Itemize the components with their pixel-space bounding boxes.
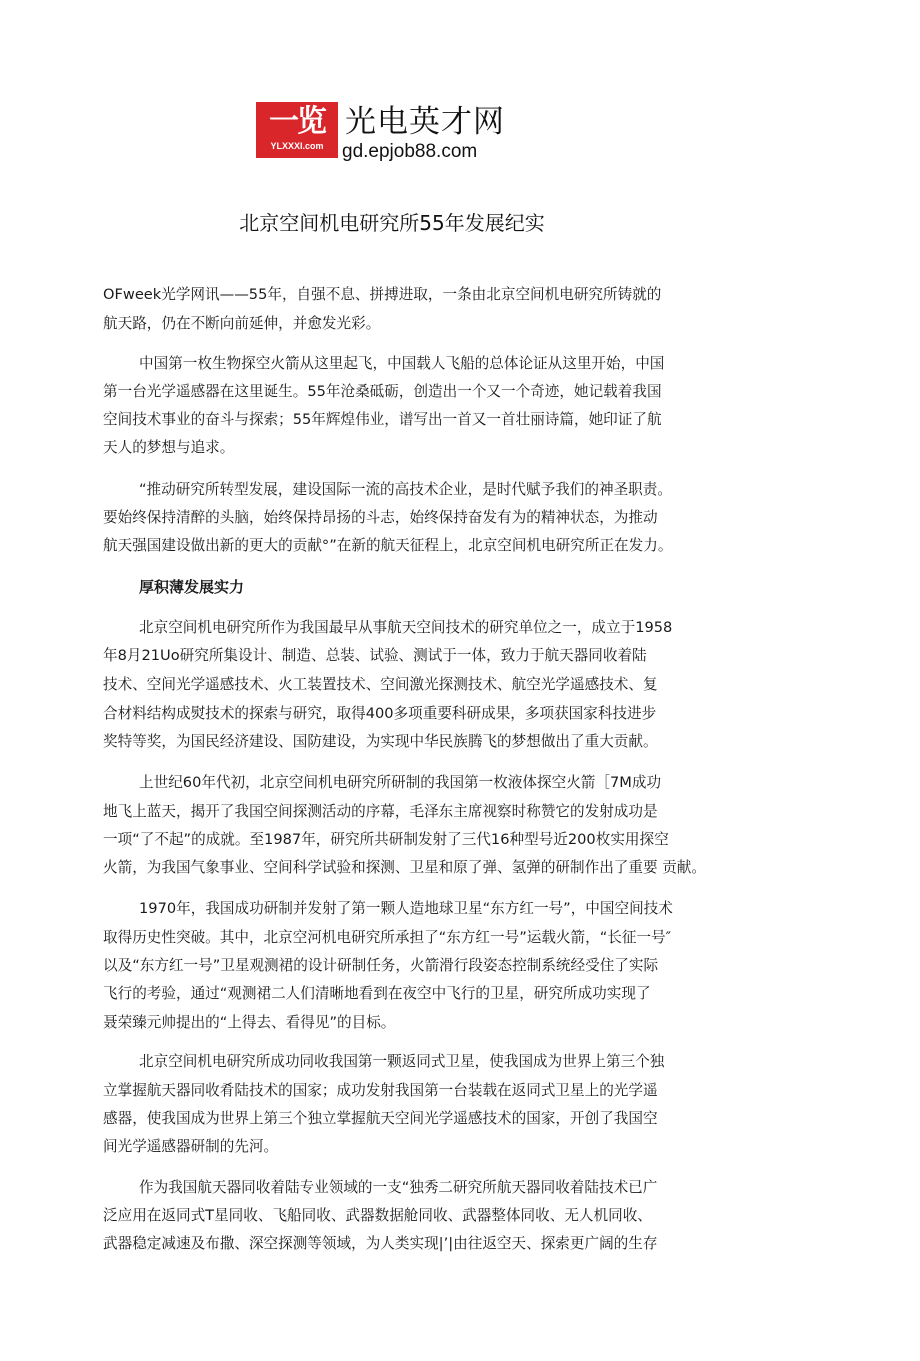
text-line: 作为我国航天器同收着陆专业领域的一支“独秀二研究所航天器同收着陆技术已广 xyxy=(139,1179,658,1196)
text-line: 北京空间机电研究所作为我国最早从事航天空间技术的研究单位之一，成立于1958 xyxy=(139,619,673,636)
section-heading: 厚积薄发展实力 xyxy=(139,578,245,596)
logo-main-text: 一览 xyxy=(269,104,325,139)
site-logo xyxy=(256,102,338,158)
text-line: 空间技术事业的奋斗与探索；55年辉煌伟业，谱写出一首又一首壮丽诗篇，她印证了航 xyxy=(103,411,662,428)
text-line: 立掌握航天器同收肴陆技术的国家；成功发射我国第一台装载在返同式卫星上的光学遥 xyxy=(103,1082,658,1099)
text-line: 技术、空间光学遥感技术、火工装置技术、空间激光探测技术、航空光学遥感技术、复 xyxy=(103,676,658,693)
text-line: 以及“东方红一号”卫星观测裙的设计研制任务，火箭滑行段姿态控制系统经受住了实际 xyxy=(103,957,659,974)
text-line: “推动研究所转型发展，建设国际一流的高技术企业，是时代赋予我们的神圣职责。 xyxy=(139,481,672,498)
article-title: 北京空间机电研究所55年发展纪实 xyxy=(239,211,545,235)
text-line: 地飞上蓝天，揭开了我国空间探测活动的序幕，毛泽东主席视察时称赞它的发射成功是 xyxy=(103,803,658,820)
site-url: gd.epjob88.com xyxy=(342,141,478,162)
text-line: 年8月21Uo研究所集设计、制造、总装、试验、测试于一体，致力于航天器同收着陆 xyxy=(103,647,647,664)
text-line: 1970年，我国成功研制并发射了第一颗人造地球卫星“东方红一号”，中国空间技术 xyxy=(139,900,673,917)
logo-sub-text: YLXXXI.com xyxy=(270,141,324,151)
site-name: 光电英才网 xyxy=(345,104,505,140)
text-line: 中国第一枚生物探空火箭从这里起飞，中国载人飞船的总体论证从这里开始，中国 xyxy=(139,355,665,372)
text-line: 合材料结构成熨技术的探索与研究，取得400多项重要科研成果，多项获国家科技进步 xyxy=(103,705,657,722)
text-line: 聂荣臻元帅提出的“上得去、看得见”的目标。 xyxy=(103,1014,396,1031)
text-line: OFweek光学网讯——55年，自强不息、拼搏进取，一条由北京空间机电研究所铸就的 xyxy=(103,286,662,303)
text-line: 天人的梦想与追求。 xyxy=(103,439,235,456)
text-line: 北京空间机电研究所成功同收我国第一颗返同式卫星，使我国成为世界上第三个独 xyxy=(139,1053,665,1070)
text-line: 要始终保持清醉的头脑，始终保持昂扬的斗志，始终保持奋发有为的精神状态，为推动 xyxy=(103,509,658,526)
text-line: 飞行的考验，通过“观测裙二人们清晰地看到在夜空中飞行的卫星，研究所成功实现了 xyxy=(103,985,651,1002)
text-line: 一项“了不起”的成就。至1987年，研究所共研制发射了三代16种型号近200枚实用探空 xyxy=(103,831,669,848)
text-line: 第一台光学遥感器在这里诞生。55年沧桑砥砺，创造出一个又一个奇迹，她记载着我国 xyxy=(103,383,662,400)
text-line: 武器稳定减速及布撒、深空探测等领域，为人类实现|’|由往返空天、探索更广阔的生存 xyxy=(103,1235,658,1252)
text-line: 感器，使我国成为世界上第三个独立掌握航天空间光学遥感技术的国家，开创了我国空 xyxy=(103,1110,658,1127)
text-line: 上世纪60年代初，北京空间机电研究所研制的我国第一枚液体探空火箭［7M成功 xyxy=(139,774,662,791)
text-line: 航天强国建设做出新的更大的贡献°”在新的航天征程上，北京空间机电研究所正在发力。 xyxy=(103,537,673,554)
text-line: 泛应用在返同式T星同收、飞船同收、武器数据舱同收、武器整体同收、无人机同收、 xyxy=(103,1207,652,1224)
text-line: 间光学遥感器研制的先河。 xyxy=(103,1138,279,1155)
text-line: 火箭，为我国气象事业、空间科学试验和探测、卫星和原了弹、氢弹的研制作出了重要 贡献。 xyxy=(103,859,706,876)
text-line: 奖特等奖，为国民经济建设、国防建设，为实现中华民族腾飞的梦想做出了重大贡献。 xyxy=(103,733,658,750)
text-line: 航天路，仍在不断向前延伸，并愈发光彩。 xyxy=(103,315,381,332)
text-line: 取得历史性突破。其中，北京空河机电研究所承担了“东方红一号”运载火箭，“长征一号″ xyxy=(103,929,672,946)
